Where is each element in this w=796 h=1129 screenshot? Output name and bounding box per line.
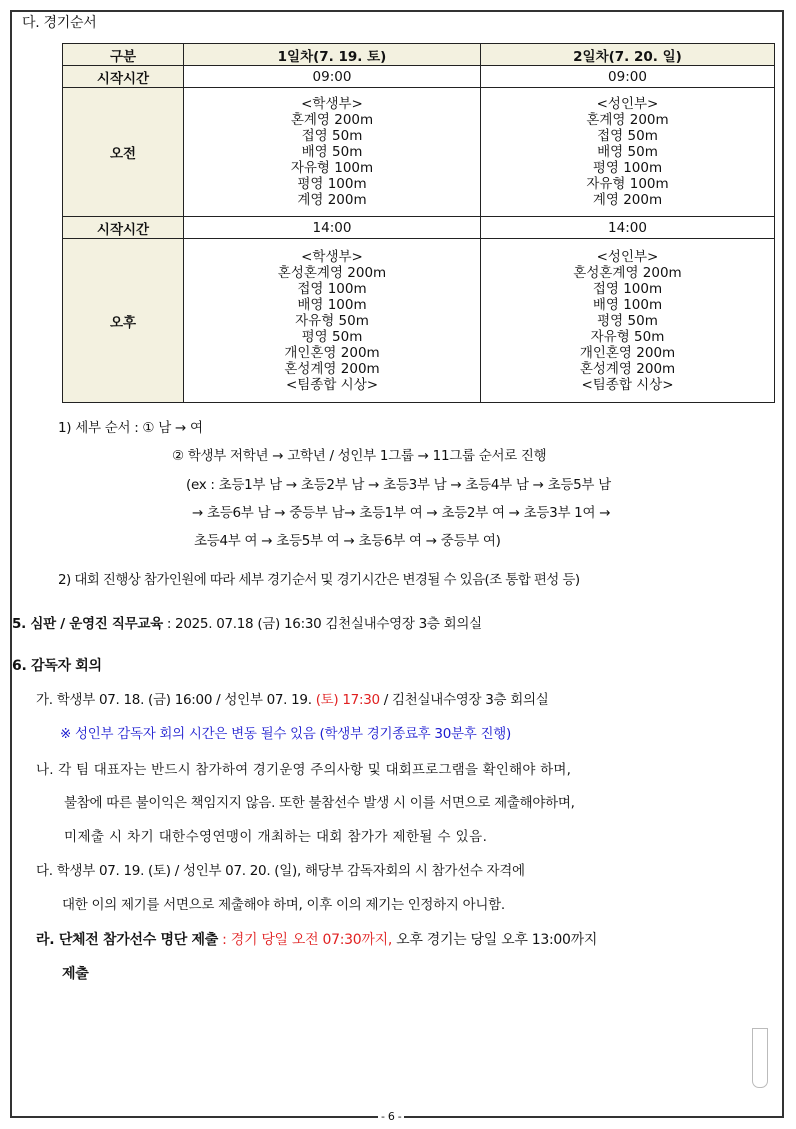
adult-meeting-note: ※ 성인부 감독자 회의 시간은 변동 될수 있음 (학생부 경기종료후 30분후 진행) [60, 726, 511, 742]
pm-time-day2: 14:00 [481, 217, 775, 239]
event-item: 혼성계영 200m [284, 360, 380, 377]
division-heading: <팀종합 시상> [581, 376, 674, 393]
header-day2: 2일차(7. 20. 일) [481, 44, 775, 66]
event-item: 평영 100m [297, 176, 367, 192]
event-item: 혼계영 200m [586, 112, 669, 128]
example-line-3: 초등4부 여 → 초등5부 여 → 초등6부 여 → 중등부 여) [194, 533, 501, 549]
item-ra [36, 929, 597, 949]
example-line-2: → 초등6부 남 → 중등부 남→ 초등1부 여 → 초등2부 여 → 초등3부 1여 → [192, 505, 611, 521]
am-label: 오전 [63, 88, 184, 217]
event-item: 혼성혼계영 200m [573, 264, 682, 281]
event-item: 혼계영 200m [290, 112, 374, 128]
am-time-day2: 09:00 [481, 66, 775, 88]
event-item: 접영 50m [597, 128, 658, 144]
am-time-day1: 09:00 [184, 66, 481, 88]
event-item: 평영 100m [592, 160, 663, 176]
example-line-1: (ex : 초등1부 남 → 초등2부 남 → 초등3부 남 → 초등4부 남 → 초등5부 남 [186, 477, 611, 493]
note-1: 1) 세부 순서 : ① 남 → 여 [58, 420, 203, 436]
item-ga [36, 688, 548, 708]
item-da-line-2: 대한 이의 제기를 서면으로 제출해야 하며, 이후 이의 제기는 인정하지 아니함. [62, 897, 505, 913]
item-ra-line-2: 제출 [62, 966, 89, 982]
item-na-line-2: 불참에 따른 불이익은 책임지지 않음. 또한 불참선수 발생 시 이를 서면으로 제출해야하며, [64, 795, 575, 811]
event-item: 접영 100m [297, 280, 367, 297]
event-item: 접영 50m [301, 128, 363, 144]
item-ga-text: 가. 학생부 07. 18. (금) 16:00 / 성인부 07. 19. [36, 692, 316, 708]
division-heading: <학생부> [301, 248, 363, 265]
event-item: 평영 50m [597, 312, 658, 329]
pm-events-day2 [481, 239, 775, 403]
event-item: 배영 100m [592, 296, 663, 313]
section-6-title: 6. 감독자 회의 [12, 658, 102, 674]
item-ra-afternoon: 오후 경기는 당일 오후 13:00까지 [391, 932, 598, 948]
am-events-day1 [184, 88, 481, 217]
event-item: 자유형 100m [290, 160, 374, 176]
event-item: 계영 200m [297, 192, 367, 208]
division-heading: <학생부> [301, 96, 363, 112]
event-item: 배영 100m [297, 296, 367, 313]
am-events-day2 [481, 88, 775, 217]
page-number: - 6 - [378, 1110, 404, 1123]
event-item: 자유형 50m [295, 312, 369, 329]
section-5-text: : 2025. 07.18 (금) 16:30 김천실내수영장 3층 회의실 [162, 616, 482, 632]
start-time-label: 시작시간 [63, 217, 184, 239]
event-item: 계영 200m [592, 192, 663, 208]
division-heading: <성인부> [596, 248, 659, 265]
note-1b: ② 학생부 저학년 → 고학년 / 성인부 1그룹 → 11그룹 순서로 진행 [172, 448, 547, 464]
header-category: 구분 [63, 44, 184, 66]
pm-events-day1 [184, 239, 481, 403]
note-2: 2) 대회 진행상 참가인원에 따라 세부 경기순서 및 경기시간은 변경될 수 있음(조 통합 편성 등) [58, 572, 580, 588]
start-time-label: 시작시간 [63, 66, 184, 88]
event-item: 평영 50m [301, 328, 363, 345]
event-item: 혼성계영 200m [579, 360, 676, 377]
section-title: 다. 경기순서 [22, 15, 97, 31]
item-ra-deadline: : 경기 당일 오전 07:30까지, [218, 932, 392, 948]
header-day1: 1일차(7. 19. 토) [184, 44, 481, 66]
event-item: 배영 50m [597, 144, 658, 160]
item-na-line-1: 나. 각 팀 대표자는 반드시 참가하여 경기운영 주의사항 및 대회프로그램을 확인해야 하며, [36, 762, 572, 778]
pm-label: 오후 [63, 239, 184, 403]
event-item: 접영 100m [592, 280, 663, 297]
event-item: 개인혼영 200m [284, 344, 380, 361]
event-item: 개인혼영 200m [579, 344, 676, 361]
pm-time-day1: 14:00 [184, 217, 481, 239]
section-5 [12, 612, 482, 632]
item-da-line-1: 다. 학생부 07. 19. (토) / 성인부 07. 20. (일), 해당부 감독자회의 시 참가선수 자격에 [36, 863, 525, 879]
event-item: 혼성혼계영 200m [277, 264, 387, 281]
division-heading: <팀종합 시상> [285, 376, 379, 393]
page-clip-icon [752, 1028, 768, 1088]
section-5-title: 5. 심판 / 운영진 직무교육 [12, 616, 163, 632]
item-na-line-3: 미제출 시 차기 대한수영연맹이 개최하는 대회 참가가 제한될 수 있음. [64, 829, 488, 845]
item-ga-highlight: (토) 17:30 [315, 692, 380, 708]
schedule-table [62, 43, 775, 403]
event-item: 자유형 100m [586, 176, 669, 192]
item-ra-title: 라. 단체전 참가선수 명단 제출 [36, 932, 219, 948]
event-item: 자유형 50m [590, 328, 665, 345]
event-item: 배영 50m [301, 144, 363, 160]
item-ga-location: / 김천실내수영장 3층 회의실 [379, 692, 549, 708]
division-heading: <성인부> [596, 96, 659, 112]
